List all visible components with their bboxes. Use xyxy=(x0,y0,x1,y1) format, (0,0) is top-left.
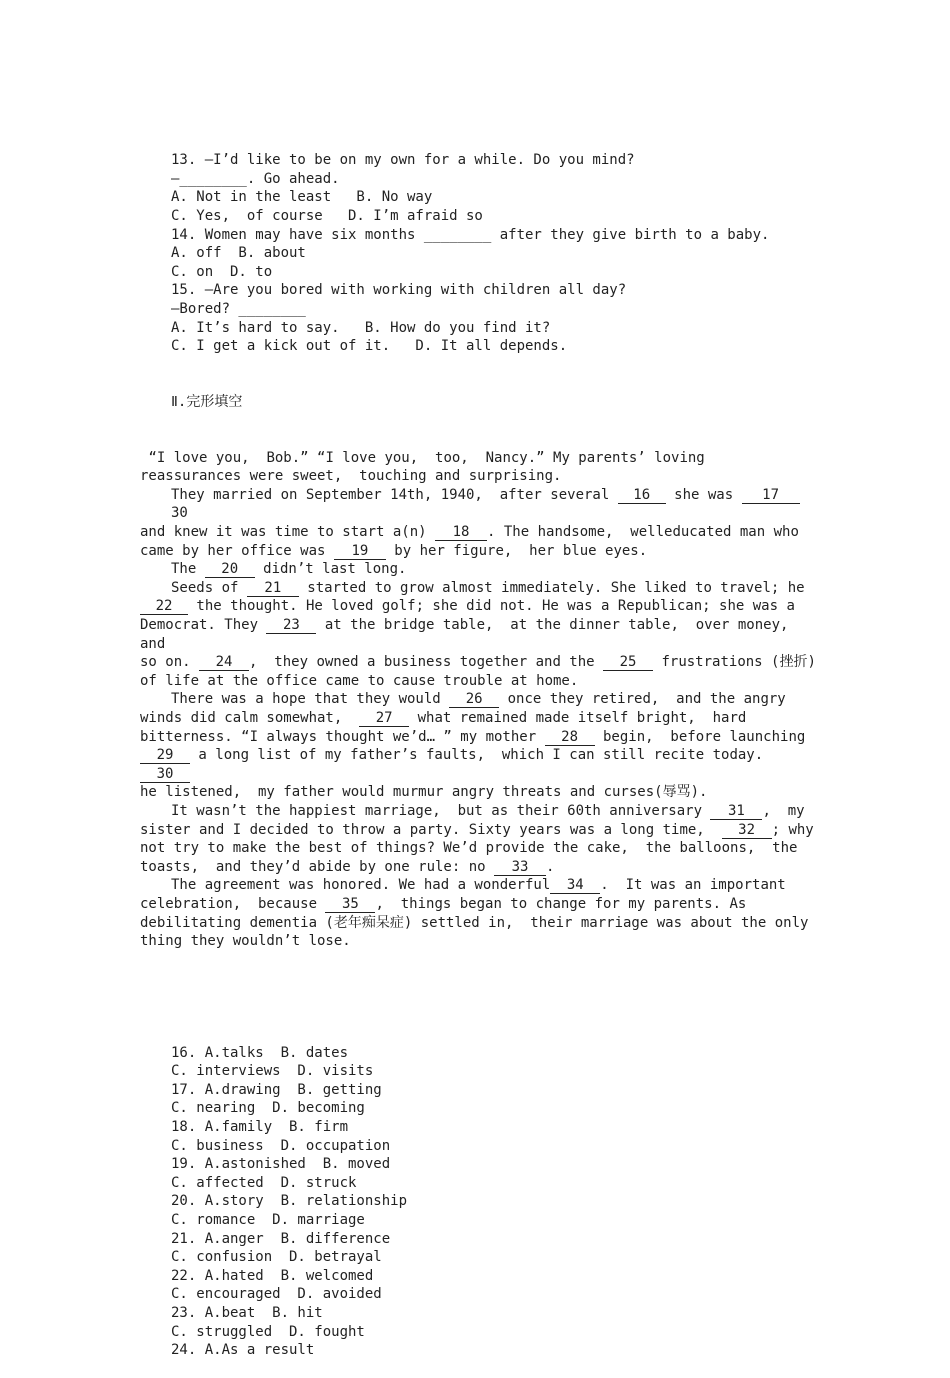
option-line: 17. A.drawing B. getting xyxy=(171,1081,382,1098)
passage-line xyxy=(140,690,820,709)
blank-20: 20 xyxy=(205,561,255,578)
passage-line xyxy=(140,783,820,802)
passage-text: ; why xyxy=(771,821,814,838)
passage-line xyxy=(140,728,820,747)
option-line: C. nearing D. becoming xyxy=(171,1100,365,1117)
option-line: C. encouraged D. avoided xyxy=(171,1286,382,1303)
cloze-passage xyxy=(140,449,820,951)
passage-line xyxy=(140,672,820,691)
passage-line xyxy=(140,449,820,468)
passage-text: didn’t last long. xyxy=(254,561,407,578)
passage-text: so on. xyxy=(140,654,200,671)
passage-text: what remained made itself bright, hard xyxy=(409,710,747,726)
option-line: C. romance D. marriage xyxy=(171,1212,365,1229)
passage-text: Seeds of xyxy=(171,579,247,596)
blank-33: 33 xyxy=(494,859,546,876)
question-stem: 14. Women may have six months ________ after they give birth to a baby. xyxy=(171,226,770,243)
blank-25: 25 xyxy=(603,654,653,671)
passage-line xyxy=(140,802,820,821)
blank-30: 30 xyxy=(140,766,190,783)
option-line: 24. A.As a result xyxy=(171,1342,315,1359)
option-line: 16. A.talks B. dates xyxy=(171,1044,349,1061)
spacer xyxy=(140,988,820,1007)
passage-text: , my xyxy=(762,802,805,819)
passage-line xyxy=(140,839,820,858)
question-stem: 15. —Are you bored with working with children all day? xyxy=(171,282,627,299)
passage-text: debilitating dementia (老年痴呆症) settled in, their marriage was about the only xyxy=(140,914,809,931)
blank-18: 18 xyxy=(435,524,487,541)
passage-text: not try to make the best of things? We’d provide the cake, the balloons, the xyxy=(140,840,798,857)
option-line: 18. A.family B. firm xyxy=(171,1119,349,1136)
blank-27: 27 xyxy=(359,710,409,727)
blank-29: 29 xyxy=(140,747,190,764)
passage-text: The xyxy=(171,561,205,578)
passage-text: she was xyxy=(665,486,742,503)
passage-text: 30 xyxy=(171,486,809,522)
passage-text: There was a hope that they would xyxy=(171,691,450,708)
question-line: C. I get a kick out of it. D. It all depends. xyxy=(171,338,568,355)
passage-text: Democrat. They xyxy=(140,617,267,634)
passage-line xyxy=(140,579,820,598)
passage-text: started to grow almost immediately. She liked to travel; he xyxy=(298,579,805,596)
blank-31: 31 xyxy=(710,803,762,820)
question-line: —Bored? ________ xyxy=(171,300,306,317)
passage-text: frustrations (挫折) xyxy=(653,654,816,671)
passage-text: The agreement was honored. We had a wonderful xyxy=(171,877,551,894)
document-page xyxy=(140,114,820,1378)
section-title: Ⅱ.完形填空 xyxy=(171,393,243,410)
option-line: C. interviews D. visits xyxy=(171,1063,374,1080)
blank-16: 16 xyxy=(618,487,666,504)
option-line: 21. A.anger B. difference xyxy=(171,1230,391,1247)
cloze-options xyxy=(140,1044,820,1360)
passage-text: . xyxy=(546,858,555,875)
multiple-choice-questions xyxy=(140,151,820,356)
passage-line xyxy=(140,895,820,914)
passage-line xyxy=(140,709,820,728)
passage-text: , they owned a business together and the xyxy=(249,654,604,671)
passage-line xyxy=(140,746,820,783)
passage-line xyxy=(140,523,820,542)
option-line: 22. A.hated B. welcomed xyxy=(171,1267,374,1284)
blank-28: 28 xyxy=(545,729,595,746)
passage-text: by her figure, her blue eyes. xyxy=(385,542,648,559)
blank-23: 23 xyxy=(266,617,316,634)
passage-text: came by her office was xyxy=(140,542,334,559)
passage-text: he listened, my father would murmur angry threats and curses(辱骂). xyxy=(140,784,708,801)
question-line: C. on D. to xyxy=(171,263,273,280)
passage-line xyxy=(140,616,820,653)
passage-line xyxy=(140,914,820,933)
blank-26: 26 xyxy=(449,691,499,708)
passage-line xyxy=(140,876,820,895)
blank-34: 34 xyxy=(550,877,600,894)
passage-text: a long list of my father’s faults, which I can still recite today. xyxy=(190,747,772,764)
blank-32: 32 xyxy=(722,822,772,839)
question-line: C. Yes, of course D. I’m afraid so xyxy=(171,207,483,224)
passage-text: thing they wouldn’t lose. xyxy=(140,933,351,950)
blank-22: 22 xyxy=(140,598,188,615)
passage-text: toasts, and they’d abide by one rule: no xyxy=(140,858,495,875)
passage-text: once they retired, and the angry xyxy=(499,691,786,708)
blank-17: 17 xyxy=(742,487,800,504)
option-line: 23. A.beat B. hit xyxy=(171,1305,323,1321)
question-line: A. off B. about xyxy=(171,245,306,262)
passage-line xyxy=(140,597,820,616)
option-line: 19. A.astonished B. moved xyxy=(171,1156,391,1173)
option-line: C. struggled D. fought xyxy=(171,1323,365,1340)
blank-21: 21 xyxy=(247,580,299,597)
passage-text: They married on September 14th, 1940, after several xyxy=(171,486,618,503)
passage-line xyxy=(140,932,820,951)
passage-text: begin, before launching xyxy=(594,728,806,745)
passage-text: the thought. He loved golf; she did not. He was a Republican; she was a xyxy=(188,598,795,615)
passage-line xyxy=(140,560,820,579)
passage-line xyxy=(140,542,820,561)
passage-text: , things began to change for my parents. As xyxy=(375,895,747,912)
option-line: C. confusion D. betrayal xyxy=(171,1249,382,1266)
blank-24: 24 xyxy=(199,654,249,671)
passage-text: at the bridge table, at the dinner table, over money, and xyxy=(140,617,806,652)
passage-text: “I love you, Bob.” “I love you, too, Nancy.” My parents’ loving xyxy=(140,449,705,466)
option-line: 20. A.story B. relationship xyxy=(171,1193,408,1210)
passage-line xyxy=(140,858,820,877)
question-stem: 13. —I’d like to be on my own for a while. Do you mind? xyxy=(171,152,635,169)
passage-text: . It was an important xyxy=(600,877,786,894)
blank-19: 19 xyxy=(334,543,386,560)
passage-text: . The handsome, welleducated man who xyxy=(487,524,799,541)
passage-line xyxy=(140,467,820,486)
passage-line xyxy=(140,821,820,840)
question-line: —________. Go ahead. xyxy=(171,170,340,187)
question-line: A. It’s hard to say. B. How do you find it? xyxy=(171,319,551,336)
blank-35: 35 xyxy=(325,896,375,913)
passage-text: sister and I decided to throw a party. Sixty years was a long time, xyxy=(140,821,722,838)
passage-text: celebration, because xyxy=(140,895,326,912)
passage-text: and knew it was time to start a(n) xyxy=(140,524,436,541)
passage-text: winds did calm somewhat, xyxy=(140,710,360,726)
passage-text: bitterness. “I always thought we’d… ” my mother xyxy=(140,728,545,745)
passage-text: reassurances were sweet, touching and surprising. xyxy=(140,468,562,485)
passage-line xyxy=(140,653,820,672)
option-line: C. affected D. struck xyxy=(171,1174,357,1191)
passage-text: of life at the office came to cause trouble at home. xyxy=(140,672,579,689)
option-line: C. business D. occupation xyxy=(171,1137,391,1154)
passage-line xyxy=(140,486,820,523)
passage-text: It wasn’t the happiest marriage, but as their 60th anniversary xyxy=(171,802,711,819)
question-line: A. Not in the least B. No way xyxy=(171,189,433,206)
